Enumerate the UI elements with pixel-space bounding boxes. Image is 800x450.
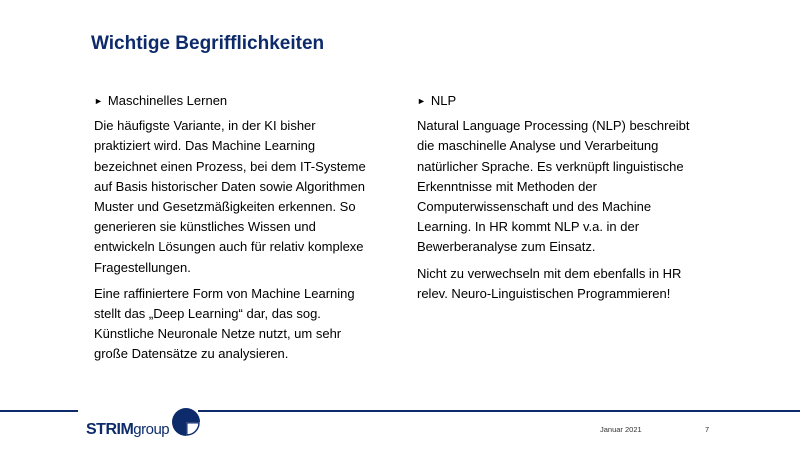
footer-date: Januar 2021	[600, 425, 642, 434]
text-line: generieren sie künstliches Wissen und	[94, 219, 316, 235]
strimgroup-logo	[86, 408, 201, 440]
right-heading-label: NLP	[430, 93, 457, 108]
text-line: relev. Neuro-Linguistischen Programmieren!	[417, 285, 671, 301]
text-line: Künstliche Neuronale Netze nutzt, um sehr	[94, 326, 342, 342]
left-heading	[94, 91, 384, 111]
text-line: große Datensätze zu analysieren.	[94, 346, 289, 362]
left-paragraph-2	[94, 284, 384, 365]
text-line: auf Basis historischer Daten sowie Algorithmen	[94, 178, 365, 194]
text-line: praktiziert wird. Das Machine Learning	[94, 138, 316, 154]
text-line: Bewerberanalyse zum Einsatz.	[417, 239, 596, 255]
text-line: stellt das „Deep Learning“ dar, das sog.	[94, 306, 321, 322]
text-line: Muster und Gesetzmäßigkeiten erkennen. So	[94, 199, 356, 215]
text-line: Computerwissenschaft und des Machine	[417, 199, 652, 215]
text-line: die maschinelle Analyse und Verarbeitung	[417, 138, 659, 154]
text-line: Learning. In HR kommt NLP v.a. in der	[417, 219, 640, 235]
text-line: natürlicher Sprache. Es verknüpft linguistische	[417, 158, 684, 174]
text-line: Fragestellungen.	[94, 259, 191, 275]
right-column	[417, 91, 707, 310]
left-heading-label: Maschinelles Lernen	[107, 93, 228, 108]
triangle-right-icon: ►	[417, 96, 426, 107]
text-line: bezeichnet einen Prozess, bei dem IT-Systeme	[94, 158, 366, 174]
triangle-right-icon: ►	[94, 96, 103, 107]
right-paragraph-2	[417, 264, 707, 304]
text-line: Eine raffiniertere Form von Machine Learning	[94, 285, 355, 301]
text-line: Die häufigste Variante, in der KI bisher	[94, 118, 316, 134]
left-paragraph-1	[94, 116, 384, 278]
logo-wordmark	[86, 421, 169, 439]
right-paragraph-1	[417, 116, 707, 257]
slide-title: Wichtige Begrifflichkeiten	[91, 33, 325, 54]
logo-wordmark-regular: group	[133, 421, 170, 438]
right-heading	[417, 91, 707, 111]
footer-divider-left	[0, 410, 78, 412]
left-column	[94, 91, 384, 371]
strimgroup-logo-mark-icon	[172, 408, 200, 436]
text-line: Nicht zu verwechseln mit dem ebenfalls in HR	[417, 265, 682, 281]
footer-divider-right	[198, 410, 800, 412]
text-line: entwickeln Lösungen auch für relativ komplexe	[94, 239, 364, 255]
text-line: Natural Language Processing (NLP) beschreibt	[417, 118, 690, 134]
text-line: Erkenntnisse mit Methoden der	[417, 178, 597, 194]
page-number: 7	[705, 425, 710, 434]
logo-wordmark-bold: STRIM	[86, 421, 134, 438]
